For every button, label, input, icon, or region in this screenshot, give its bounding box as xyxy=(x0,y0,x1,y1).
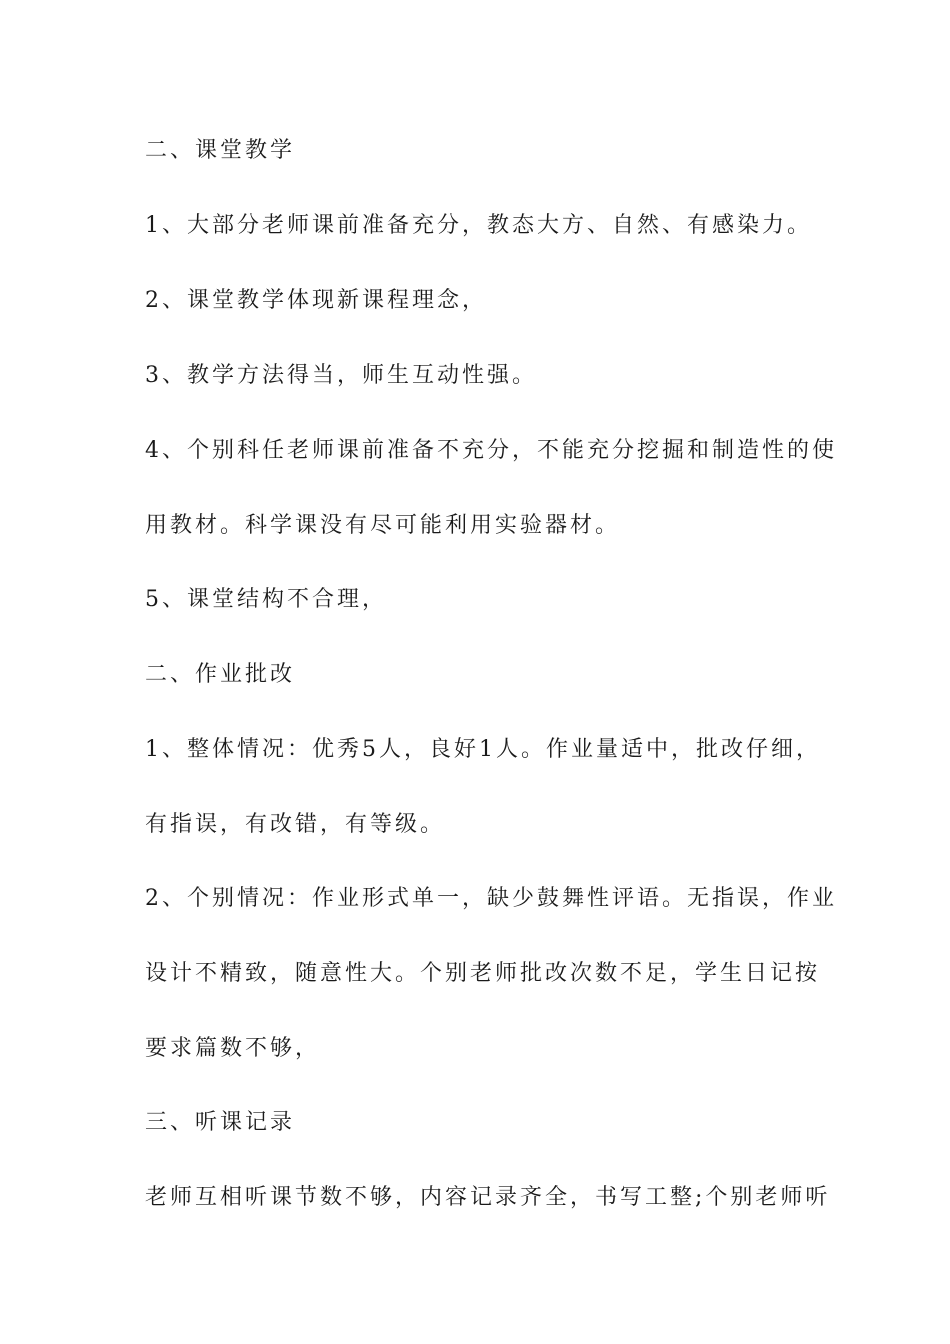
paragraph-line: 3、教学方法得当，师生互动性强。 xyxy=(145,363,537,388)
paragraph-line: 1、整体情况：优秀5人，良好1人。作业量适中，批改仔细， xyxy=(145,737,821,762)
paragraph-line: 有指误，有改错，有等级。 xyxy=(145,812,446,837)
paragraph-line: 4、个别科任老师课前准备不充分，不能充分挖掘和制造性的使 xyxy=(145,438,837,463)
paragraph-line: 1、大部分老师课前准备充分，教态大方、自然、有感染力。 xyxy=(145,213,812,238)
paragraph-line: 老师互相听课节数不够，内容记录齐全，书写工整;个别老师听 xyxy=(145,1185,831,1210)
paragraph-line: 2、个别情况：作业形式单一，缺少鼓舞性评语。无指误，作业 xyxy=(145,886,837,911)
section-heading-lesson-observation: 三、听课记录 xyxy=(145,1110,296,1135)
paragraph-line: 2、课堂教学体现新课程理念， xyxy=(145,288,487,313)
paragraph-line: 5、课堂结构不合理， xyxy=(145,587,387,612)
paragraph-line: 设计不精致，随意性大。个别老师批改次数不足，学生日记按 xyxy=(145,961,821,986)
paragraph-line: 用教材。科学课没有尽可能利用实验器材。 xyxy=(145,513,621,538)
paragraph-line: 要求篇数不够， xyxy=(145,1036,321,1061)
section-heading-classroom-teaching: 二、课堂教学 xyxy=(145,138,296,163)
section-heading-homework-grading: 二、作业批改 xyxy=(145,662,296,687)
